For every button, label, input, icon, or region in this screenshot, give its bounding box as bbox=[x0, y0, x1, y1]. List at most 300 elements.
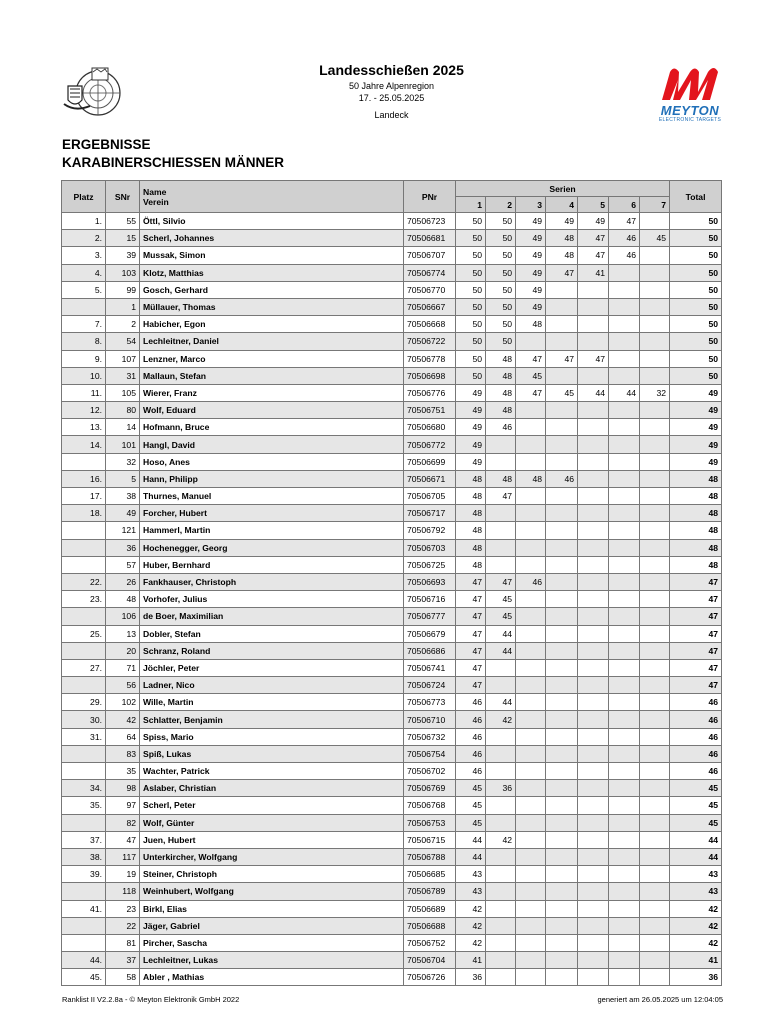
cell-series-2: 48 bbox=[486, 367, 516, 384]
cell-series-4 bbox=[546, 591, 578, 608]
event-dates: 17. - 25.05.2025 bbox=[358, 93, 425, 103]
cell-series-3 bbox=[516, 659, 546, 676]
table-row bbox=[62, 453, 722, 470]
cell-series-1: 48 bbox=[456, 522, 486, 539]
cell-platz: 23. bbox=[62, 591, 106, 608]
cell-series-5 bbox=[578, 453, 609, 470]
cell-platz: 31. bbox=[62, 728, 106, 745]
cell-series-1: 44 bbox=[456, 831, 486, 848]
cell-total: 48 bbox=[670, 522, 722, 539]
cell-series-7 bbox=[640, 488, 670, 505]
cell-series-4 bbox=[546, 298, 578, 315]
cell-series-4 bbox=[546, 969, 578, 986]
cell-pnr: 70506717 bbox=[404, 505, 456, 522]
cell-series-6 bbox=[609, 453, 640, 470]
cell-snr: 1 bbox=[106, 298, 140, 315]
cell-platz: 25. bbox=[62, 625, 106, 642]
cell-platz: 30. bbox=[62, 711, 106, 728]
cell-series-3 bbox=[516, 694, 546, 711]
cell-series-2: 47 bbox=[486, 573, 516, 590]
cell-pnr: 70506716 bbox=[404, 591, 456, 608]
cell-total: 47 bbox=[670, 608, 722, 625]
table-row bbox=[62, 952, 722, 969]
cell-name: Pircher, Sascha bbox=[140, 934, 404, 951]
cell-series-3 bbox=[516, 831, 546, 848]
cell-name: Schranz, Roland bbox=[140, 642, 404, 659]
cell-series-5 bbox=[578, 797, 609, 814]
cell-total: 50 bbox=[670, 247, 722, 264]
cell-name: Müllauer, Thomas bbox=[140, 298, 404, 315]
cell-series-6 bbox=[609, 556, 640, 573]
table-row bbox=[62, 384, 722, 401]
cell-platz: 44. bbox=[62, 952, 106, 969]
cell-total: 42 bbox=[670, 917, 722, 934]
cell-series-6 bbox=[609, 436, 640, 453]
cell-platz: 3. bbox=[62, 247, 106, 264]
cell-platz: 38. bbox=[62, 848, 106, 865]
cell-snr: 31 bbox=[106, 367, 140, 384]
table-row bbox=[62, 797, 722, 814]
cell-series-5 bbox=[578, 573, 609, 590]
cell-series-7 bbox=[640, 470, 670, 487]
cell-series-6: 46 bbox=[609, 230, 640, 247]
cell-pnr: 70506680 bbox=[404, 419, 456, 436]
cell-series-2: 50 bbox=[486, 281, 516, 298]
cell-series-2 bbox=[486, 763, 516, 780]
cell-series-2: 44 bbox=[486, 625, 516, 642]
cell-series-6 bbox=[609, 642, 640, 659]
cell-pnr: 70506774 bbox=[404, 264, 456, 281]
cell-total: 46 bbox=[670, 763, 722, 780]
cell-series-5 bbox=[578, 539, 609, 556]
cell-platz: 18. bbox=[62, 505, 106, 522]
header-series-1: 1 bbox=[456, 197, 486, 213]
cell-platz bbox=[62, 642, 106, 659]
cell-name: Lenzner, Marco bbox=[140, 350, 404, 367]
cell-series-4 bbox=[546, 333, 578, 350]
table-row bbox=[62, 969, 722, 986]
cell-series-6 bbox=[609, 573, 640, 590]
cell-series-6 bbox=[609, 281, 640, 298]
cell-series-7: 45 bbox=[640, 230, 670, 247]
cell-series-3 bbox=[516, 419, 546, 436]
table-row bbox=[62, 728, 722, 745]
cell-series-1: 41 bbox=[456, 952, 486, 969]
footer-generated: generiert am 26.05.2025 um 12:04:05 bbox=[597, 995, 723, 1004]
cell-platz bbox=[62, 745, 106, 762]
cell-series-5 bbox=[578, 883, 609, 900]
cell-pnr: 70506752 bbox=[404, 934, 456, 951]
cell-series-4: 47 bbox=[546, 264, 578, 281]
table-row bbox=[62, 402, 722, 419]
cell-name: Hangl, David bbox=[140, 436, 404, 453]
cell-series-1: 48 bbox=[456, 470, 486, 487]
cell-pnr: 70506753 bbox=[404, 814, 456, 831]
cell-series-7 bbox=[640, 694, 670, 711]
cell-series-7 bbox=[640, 831, 670, 848]
cell-series-6 bbox=[609, 711, 640, 728]
cell-series-3: 49 bbox=[516, 281, 546, 298]
cell-series-7 bbox=[640, 264, 670, 281]
cell-pnr: 70506710 bbox=[404, 711, 456, 728]
cell-series-2: 36 bbox=[486, 780, 516, 797]
meyton-brand: MEYTON bbox=[660, 103, 720, 118]
table-row bbox=[62, 591, 722, 608]
cell-series-6 bbox=[609, 728, 640, 745]
cell-series-4 bbox=[546, 831, 578, 848]
cell-series-7 bbox=[640, 213, 670, 230]
cell-series-1: 50 bbox=[456, 367, 486, 384]
cell-series-1: 48 bbox=[456, 505, 486, 522]
table-row bbox=[62, 917, 722, 934]
cell-series-7 bbox=[640, 505, 670, 522]
cell-series-3: 48 bbox=[516, 316, 546, 333]
cell-platz: 13. bbox=[62, 419, 106, 436]
cell-series-5 bbox=[578, 831, 609, 848]
cell-series-5 bbox=[578, 470, 609, 487]
cell-total: 48 bbox=[670, 488, 722, 505]
cell-series-2 bbox=[486, 797, 516, 814]
cell-pnr: 70506732 bbox=[404, 728, 456, 745]
cell-series-7 bbox=[640, 333, 670, 350]
cell-series-4 bbox=[546, 763, 578, 780]
table-row bbox=[62, 333, 722, 350]
cell-total: 47 bbox=[670, 625, 722, 642]
table-row bbox=[62, 230, 722, 247]
cell-pnr: 70506778 bbox=[404, 350, 456, 367]
cell-series-4 bbox=[546, 488, 578, 505]
cell-series-3 bbox=[516, 969, 546, 986]
cell-snr: 57 bbox=[106, 556, 140, 573]
cell-snr: 19 bbox=[106, 866, 140, 883]
cell-snr: 5 bbox=[106, 470, 140, 487]
header-verein: Verein bbox=[143, 196, 169, 207]
cell-platz bbox=[62, 522, 106, 539]
event-location: Landeck bbox=[374, 110, 409, 120]
cell-series-3 bbox=[516, 952, 546, 969]
header-name: Name bbox=[143, 186, 167, 197]
cell-platz bbox=[62, 917, 106, 934]
results-heading: ERGEBNISSE bbox=[62, 137, 151, 152]
cell-series-2 bbox=[486, 728, 516, 745]
cell-total: 36 bbox=[670, 969, 722, 986]
table-row bbox=[62, 247, 722, 264]
cell-series-5 bbox=[578, 917, 609, 934]
cell-name: Jöchler, Peter bbox=[140, 659, 404, 676]
cell-series-4 bbox=[546, 453, 578, 470]
cell-series-6 bbox=[609, 591, 640, 608]
event-subtitle: 50 Jahre Alpenregion bbox=[348, 81, 435, 91]
cell-series-2 bbox=[486, 917, 516, 934]
cell-pnr: 70506715 bbox=[404, 831, 456, 848]
cell-series-7 bbox=[640, 591, 670, 608]
cell-series-1: 50 bbox=[456, 213, 486, 230]
cell-series-1: 50 bbox=[456, 350, 486, 367]
footer-version: Ranklist II V2.2.8a - © Meyton Elektronik GmbH 2022 bbox=[62, 995, 240, 1004]
cell-series-6 bbox=[609, 969, 640, 986]
cell-total: 47 bbox=[670, 642, 722, 659]
cell-series-6 bbox=[609, 402, 640, 419]
cell-platz bbox=[62, 677, 106, 694]
cell-series-6 bbox=[609, 505, 640, 522]
table-row bbox=[62, 934, 722, 951]
cell-series-5 bbox=[578, 659, 609, 676]
cell-series-1: 46 bbox=[456, 745, 486, 762]
cell-series-7 bbox=[640, 934, 670, 951]
cell-pnr: 70506679 bbox=[404, 625, 456, 642]
cell-name: Hoso, Anes bbox=[140, 453, 404, 470]
cell-series-1: 46 bbox=[456, 694, 486, 711]
cell-snr: 83 bbox=[106, 745, 140, 762]
header-series-3: 3 bbox=[516, 197, 546, 213]
cell-platz: 4. bbox=[62, 264, 106, 281]
cell-series-6 bbox=[609, 350, 640, 367]
cell-series-6 bbox=[609, 917, 640, 934]
table-row bbox=[62, 780, 722, 797]
cell-series-5 bbox=[578, 866, 609, 883]
cell-series-6 bbox=[609, 848, 640, 865]
cell-series-5 bbox=[578, 591, 609, 608]
cell-snr: 81 bbox=[106, 934, 140, 951]
cell-series-6 bbox=[609, 488, 640, 505]
cell-total: 47 bbox=[670, 659, 722, 676]
cell-snr: 117 bbox=[106, 848, 140, 865]
cell-pnr: 70506725 bbox=[404, 556, 456, 573]
cell-series-2 bbox=[486, 556, 516, 573]
cell-series-2: 44 bbox=[486, 642, 516, 659]
cell-series-4 bbox=[546, 522, 578, 539]
cell-total: 46 bbox=[670, 694, 722, 711]
cell-series-2 bbox=[486, 505, 516, 522]
cell-total: 50 bbox=[670, 367, 722, 384]
cell-series-4: 45 bbox=[546, 384, 578, 401]
cell-series-4 bbox=[546, 505, 578, 522]
cell-series-1: 47 bbox=[456, 591, 486, 608]
cell-series-7 bbox=[640, 350, 670, 367]
cell-series-2: 50 bbox=[486, 333, 516, 350]
cell-series-2: 50 bbox=[486, 264, 516, 281]
cell-pnr: 70506769 bbox=[404, 780, 456, 797]
cell-series-7 bbox=[640, 419, 670, 436]
cell-snr: 107 bbox=[106, 350, 140, 367]
cell-name: Scherl, Peter bbox=[140, 797, 404, 814]
cell-series-1: 42 bbox=[456, 917, 486, 934]
cell-name: Wille, Martin bbox=[140, 694, 404, 711]
cell-series-6 bbox=[609, 831, 640, 848]
cell-name: Fankhauser, Christoph bbox=[140, 573, 404, 590]
table-row bbox=[62, 625, 722, 642]
cell-series-2 bbox=[486, 814, 516, 831]
cell-series-2: 48 bbox=[486, 350, 516, 367]
cell-series-2: 50 bbox=[486, 247, 516, 264]
cell-series-6 bbox=[609, 866, 640, 883]
cell-pnr: 70506726 bbox=[404, 969, 456, 986]
cell-series-4 bbox=[546, 934, 578, 951]
cell-pnr: 70506754 bbox=[404, 745, 456, 762]
header-total: Total bbox=[670, 181, 722, 213]
cell-series-1: 47 bbox=[456, 608, 486, 625]
cell-name: Wolf, Eduard bbox=[140, 402, 404, 419]
cell-total: 50 bbox=[670, 264, 722, 281]
cell-pnr: 70506671 bbox=[404, 470, 456, 487]
cell-name: de Boer, Maximilian bbox=[140, 608, 404, 625]
cell-platz: 27. bbox=[62, 659, 106, 676]
cell-series-7 bbox=[640, 402, 670, 419]
cell-series-5 bbox=[578, 556, 609, 573]
competition-heading: KARABINERSCHIESSEN MÄNNER bbox=[62, 155, 285, 170]
cell-series-2 bbox=[486, 522, 516, 539]
cell-pnr: 70506685 bbox=[404, 866, 456, 883]
table-row bbox=[62, 316, 722, 333]
cell-snr: 121 bbox=[106, 522, 140, 539]
cell-series-4 bbox=[546, 556, 578, 573]
cell-series-3: 49 bbox=[516, 213, 546, 230]
cell-series-5 bbox=[578, 419, 609, 436]
cell-series-3: 49 bbox=[516, 247, 546, 264]
cell-snr: 80 bbox=[106, 402, 140, 419]
cell-series-2 bbox=[486, 436, 516, 453]
cell-series-4 bbox=[546, 952, 578, 969]
cell-series-4 bbox=[546, 883, 578, 900]
cell-series-4 bbox=[546, 866, 578, 883]
cell-series-5: 47 bbox=[578, 350, 609, 367]
cell-series-7 bbox=[640, 848, 670, 865]
cell-series-5: 47 bbox=[578, 230, 609, 247]
table-row bbox=[62, 866, 722, 883]
cell-snr: 22 bbox=[106, 917, 140, 934]
cell-series-3 bbox=[516, 333, 546, 350]
cell-series-1: 46 bbox=[456, 763, 486, 780]
cell-series-5 bbox=[578, 900, 609, 917]
cell-snr: 35 bbox=[106, 763, 140, 780]
cell-name: Ladner, Nico bbox=[140, 677, 404, 694]
cell-series-4 bbox=[546, 900, 578, 917]
cell-series-3 bbox=[516, 934, 546, 951]
cell-series-6 bbox=[609, 883, 640, 900]
cell-pnr: 70506770 bbox=[404, 281, 456, 298]
cell-series-1: 45 bbox=[456, 814, 486, 831]
table-row bbox=[62, 350, 722, 367]
cell-platz: 29. bbox=[62, 694, 106, 711]
cell-snr: 98 bbox=[106, 780, 140, 797]
header-series-4: 4 bbox=[546, 197, 578, 213]
cell-snr: 2 bbox=[106, 316, 140, 333]
cell-snr: 71 bbox=[106, 659, 140, 676]
cell-series-1: 49 bbox=[456, 419, 486, 436]
cell-platz: 35. bbox=[62, 797, 106, 814]
cell-total: 50 bbox=[670, 350, 722, 367]
cell-snr: 26 bbox=[106, 573, 140, 590]
cell-series-5 bbox=[578, 316, 609, 333]
cell-series-2 bbox=[486, 539, 516, 556]
cell-series-7 bbox=[640, 539, 670, 556]
cell-series-6 bbox=[609, 522, 640, 539]
cell-series-6 bbox=[609, 763, 640, 780]
cell-series-4 bbox=[546, 814, 578, 831]
cell-series-7 bbox=[640, 625, 670, 642]
header-serien: Serien bbox=[456, 181, 670, 197]
cell-series-3 bbox=[516, 488, 546, 505]
cell-platz: 37. bbox=[62, 831, 106, 848]
cell-series-1: 45 bbox=[456, 797, 486, 814]
table-row bbox=[62, 642, 722, 659]
cell-series-6 bbox=[609, 333, 640, 350]
cell-pnr: 70506693 bbox=[404, 573, 456, 590]
cell-series-2 bbox=[486, 952, 516, 969]
cell-series-2 bbox=[486, 866, 516, 883]
cell-total: 45 bbox=[670, 814, 722, 831]
cell-name: Spiss, Mario bbox=[140, 728, 404, 745]
cell-snr: 42 bbox=[106, 711, 140, 728]
cell-series-2: 42 bbox=[486, 711, 516, 728]
cell-platz bbox=[62, 453, 106, 470]
cell-pnr: 70506704 bbox=[404, 952, 456, 969]
cell-series-5 bbox=[578, 505, 609, 522]
cell-series-1: 49 bbox=[456, 384, 486, 401]
cell-series-2 bbox=[486, 745, 516, 762]
cell-series-1: 43 bbox=[456, 883, 486, 900]
cell-series-4 bbox=[546, 281, 578, 298]
cell-series-1: 48 bbox=[456, 539, 486, 556]
cell-pnr: 70506681 bbox=[404, 230, 456, 247]
meyton-logo bbox=[656, 62, 724, 124]
cell-platz: 34. bbox=[62, 780, 106, 797]
header-series-5: 5 bbox=[578, 197, 609, 213]
cell-series-4 bbox=[546, 436, 578, 453]
table-row bbox=[62, 900, 722, 917]
cell-series-6 bbox=[609, 934, 640, 951]
cell-series-1: 48 bbox=[456, 556, 486, 573]
cell-platz: 5. bbox=[62, 281, 106, 298]
cell-series-6 bbox=[609, 814, 640, 831]
cell-pnr: 70506705 bbox=[404, 488, 456, 505]
cell-series-3: 45 bbox=[516, 367, 546, 384]
table-row bbox=[62, 539, 722, 556]
cell-series-4 bbox=[546, 625, 578, 642]
cell-series-4 bbox=[546, 711, 578, 728]
cell-total: 47 bbox=[670, 677, 722, 694]
cell-name: Birkl, Elias bbox=[140, 900, 404, 917]
cell-platz bbox=[62, 539, 106, 556]
cell-series-2: 45 bbox=[486, 608, 516, 625]
cell-name: Wachter, Patrick bbox=[140, 763, 404, 780]
cell-series-7 bbox=[640, 711, 670, 728]
cell-platz bbox=[62, 556, 106, 573]
cell-snr: 38 bbox=[106, 488, 140, 505]
cell-series-3 bbox=[516, 436, 546, 453]
cell-series-2: 50 bbox=[486, 298, 516, 315]
cell-series-4 bbox=[546, 728, 578, 745]
cell-snr: 15 bbox=[106, 230, 140, 247]
cell-series-3 bbox=[516, 677, 546, 694]
cell-name: Weinhubert, Wolfgang bbox=[140, 883, 404, 900]
cell-pnr: 70506698 bbox=[404, 367, 456, 384]
cell-series-6 bbox=[609, 797, 640, 814]
cell-name: Mallaun, Stefan bbox=[140, 367, 404, 384]
cell-series-6 bbox=[609, 694, 640, 711]
cell-series-1: 48 bbox=[456, 488, 486, 505]
table-row bbox=[62, 763, 722, 780]
cell-series-5 bbox=[578, 814, 609, 831]
cell-total: 46 bbox=[670, 728, 722, 745]
cell-total: 48 bbox=[670, 470, 722, 487]
cell-total: 49 bbox=[670, 419, 722, 436]
cell-series-4 bbox=[546, 367, 578, 384]
table-row bbox=[62, 367, 722, 384]
cell-series-2: 42 bbox=[486, 831, 516, 848]
cell-total: 48 bbox=[670, 556, 722, 573]
cell-platz: 8. bbox=[62, 333, 106, 350]
